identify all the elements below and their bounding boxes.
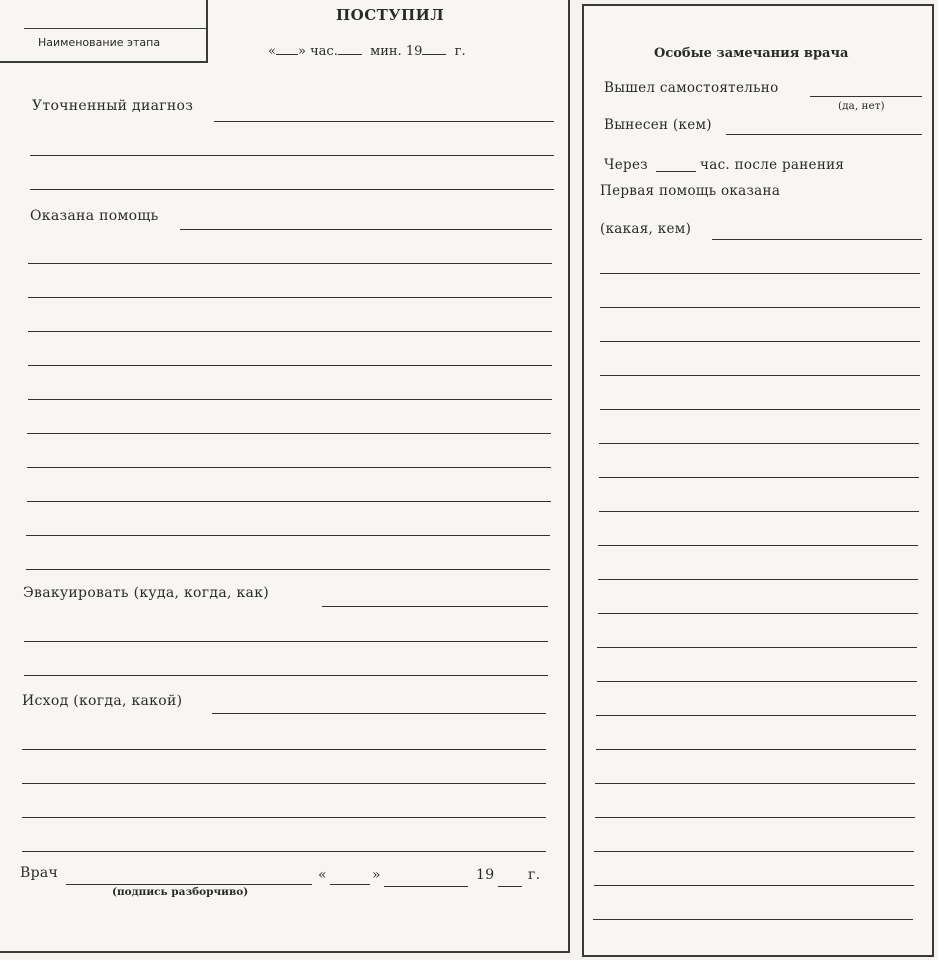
- date-day-line[interactable]: [330, 884, 370, 885]
- remarks-line[interactable]: [600, 409, 920, 410]
- remarks-line[interactable]: [600, 307, 920, 308]
- stage-name-box: [0, 0, 208, 63]
- self-exit-label: Вышел самостоятельно: [604, 80, 782, 96]
- outcome-line[interactable]: [22, 749, 546, 750]
- evacuate-line[interactable]: [322, 606, 548, 607]
- hour-blank[interactable]: [338, 42, 362, 55]
- received-title: ПОСТУПИЛ: [336, 6, 445, 24]
- help-line[interactable]: [28, 331, 552, 332]
- remarks-title: Особые замечания врача: [654, 46, 849, 61]
- day-blank[interactable]: [276, 42, 298, 55]
- outcome-line[interactable]: [22, 851, 546, 852]
- remarks-line[interactable]: [595, 817, 915, 818]
- right-remarks-panel: [582, 4, 934, 957]
- help-line[interactable]: [27, 501, 551, 502]
- date-close-quote: »: [372, 867, 381, 883]
- hours-blank-line[interactable]: [656, 171, 696, 172]
- outcome-line[interactable]: [212, 713, 546, 714]
- remarks-line[interactable]: [594, 851, 914, 852]
- received-datetime-line: [268, 42, 466, 59]
- evacuate-label: Эвакуировать (куда, когда, как): [23, 585, 272, 601]
- carried-by-label: Вынесен (кем): [604, 117, 715, 133]
- evacuate-line[interactable]: [24, 675, 548, 676]
- diagnosis-line[interactable]: [214, 121, 554, 122]
- stage-name-label: Наименование этапа: [38, 36, 161, 49]
- stage-top-rule: [24, 28, 206, 29]
- date-year-prefix: 19: [476, 867, 495, 883]
- remarks-line[interactable]: [599, 511, 919, 512]
- help-line[interactable]: [27, 467, 551, 468]
- hours-after-label: час. после ранения: [700, 157, 845, 173]
- self-exit-line[interactable]: [810, 96, 922, 97]
- remarks-line[interactable]: [598, 545, 918, 546]
- year-prefix: 19: [405, 44, 423, 59]
- minute-label: мин.: [370, 44, 402, 59]
- signature-line[interactable]: [66, 884, 312, 885]
- help-line[interactable]: [27, 433, 551, 434]
- outcome-label: Исход (когда, какой): [22, 693, 185, 709]
- help-line[interactable]: [180, 229, 552, 230]
- close-quote: »: [297, 44, 306, 59]
- remarks-line[interactable]: [598, 579, 918, 580]
- remarks-line[interactable]: [596, 749, 916, 750]
- date-year-line[interactable]: [498, 886, 522, 887]
- diagnosis-line[interactable]: [30, 155, 554, 156]
- diagnosis-label: Уточненный диагноз: [32, 98, 196, 114]
- signature-hint: (подпись разборчиво): [112, 886, 249, 898]
- open-quote: «: [268, 44, 276, 59]
- date-open-quote: «: [318, 867, 327, 883]
- help-label: Оказана помощь: [30, 208, 162, 224]
- remarks-line[interactable]: [600, 375, 920, 376]
- diagnosis-line[interactable]: [30, 189, 554, 190]
- remarks-line[interactable]: [600, 341, 920, 342]
- first-aid-label: Первая помощь оказана: [600, 183, 783, 199]
- remarks-line[interactable]: [595, 783, 915, 784]
- doctor-label: Врач: [20, 865, 61, 881]
- remarks-line[interactable]: [599, 477, 919, 478]
- first-aid-which-line[interactable]: [712, 239, 922, 240]
- help-line[interactable]: [28, 365, 552, 366]
- outcome-line[interactable]: [22, 817, 546, 818]
- through-label: Через: [604, 157, 651, 173]
- remarks-line[interactable]: [597, 647, 917, 648]
- help-line[interactable]: [28, 263, 552, 264]
- first-aid-which-label: (какая, кем): [600, 221, 694, 237]
- help-line[interactable]: [26, 569, 550, 570]
- remarks-line[interactable]: [599, 443, 919, 444]
- help-line[interactable]: [26, 535, 550, 536]
- remarks-line[interactable]: [596, 715, 916, 716]
- remarks-line[interactable]: [594, 885, 914, 886]
- help-line[interactable]: [28, 399, 552, 400]
- remarks-line[interactable]: [597, 681, 917, 682]
- remarks-line[interactable]: [600, 273, 920, 274]
- year-suffix: г.: [454, 44, 466, 59]
- carried-by-line[interactable]: [726, 134, 922, 135]
- help-line[interactable]: [28, 297, 552, 298]
- remarks-line[interactable]: [598, 613, 918, 614]
- year-blank[interactable]: [422, 42, 446, 55]
- hour-label: час.: [310, 44, 338, 59]
- remarks-line[interactable]: [593, 919, 913, 920]
- date-year-suffix: г.: [528, 867, 541, 883]
- date-month-line[interactable]: [384, 886, 468, 887]
- outcome-line[interactable]: [22, 783, 546, 784]
- evacuate-line[interactable]: [24, 641, 548, 642]
- self-exit-hint: (да, нет): [838, 100, 885, 112]
